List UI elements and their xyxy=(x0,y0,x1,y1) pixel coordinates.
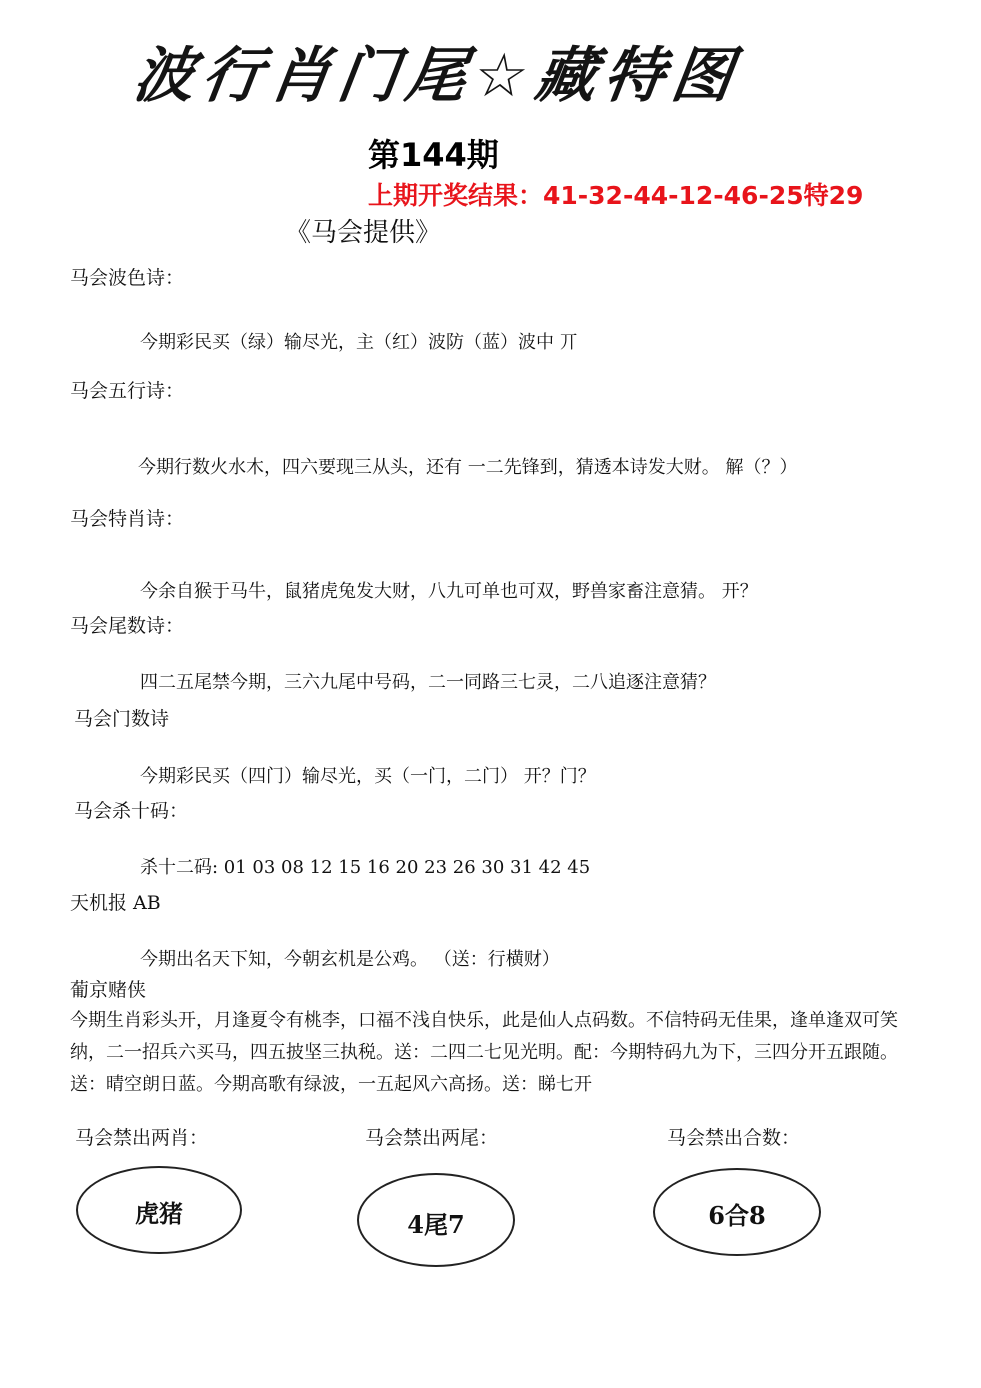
section-heading-five-elements: 马会五行诗： xyxy=(70,380,185,402)
issue-number: 第144期 xyxy=(368,136,499,174)
forbidden-sum-oval xyxy=(653,1168,821,1256)
page-banner-title: 波行肖门尾☆藏特图 xyxy=(129,41,746,111)
forbidden-zodiac-value: 虎猪 xyxy=(135,1199,183,1228)
section-heading-tianji: 天机报 AB xyxy=(70,892,161,914)
section-heading-kill-numbers: 马会杀十码： xyxy=(74,800,189,822)
forbidden-sum-value: 6合8 xyxy=(708,1201,766,1230)
section-heading-zodiac-poem: 马会特肖诗： xyxy=(70,508,185,530)
section-text-zodiac-poem: 今余自猴于马牛，鼠猪虎兔发大财，八九可单也可双，野兽家畜注意猜。 开？ xyxy=(140,581,758,602)
last-draw-result: 上期开奖结果：41-32-44-12-46-25特29 xyxy=(368,181,864,210)
forbidden-zodiac-oval xyxy=(76,1166,242,1254)
provider-label: 《马会提供》 xyxy=(285,218,442,248)
section-text-wave-poem: 今期彩民买（绿）输尽光，主（红）波防（蓝）波中 丌 xyxy=(140,332,578,353)
forbidden-tail-label: 马会禁出两尾： xyxy=(365,1127,499,1149)
section-text-tianji: 今期出名天下知，今朝玄机是公鸡。 （送：行横财） xyxy=(140,949,560,970)
section-heading-gambler: 葡京赌侠 xyxy=(70,979,147,1001)
section-text-kill-numbers: 杀十二码: 01 03 08 12 15 16 20 23 26 30 31 42 45 xyxy=(140,857,591,878)
section-heading-gate-poem: 马会门数诗 xyxy=(74,708,170,730)
section-heading-tail-poem: 马会尾数诗： xyxy=(70,615,185,637)
section-text-gambler: 今期生肖彩头开，月逢夏令有桃李，口福不浅自快乐，此是仙人点码数。不信特码无佳果，逢单逢双可笑纳，二一招兵六买马，四五披坚三执税。送：二四二七见光明。配：今期特码九为下，三四分开五跟随。送：晴空朗日蓝。今期高歌有绿波，一五起风六高扬。送：睇七开 xyxy=(70,1010,898,1095)
section-text-gate-poem: 今期彩民买（四门）输尽光，买（一门，二门） 开？门？ xyxy=(140,766,596,787)
section-text-tail-poem: 四二五尾禁今期，三六九尾中号码，二一同路三七灵，二八追逐注意猜？ xyxy=(140,672,716,693)
forbidden-tail-value: 4尾7 xyxy=(407,1210,465,1239)
forbidden-tail-oval xyxy=(357,1173,515,1267)
forbidden-zodiac-label: 马会禁出两肖： xyxy=(75,1127,209,1149)
forbidden-sum-label: 马会禁出合数： xyxy=(667,1127,801,1149)
section-text-five-elements: 今期行数火水木，四六要现三从头，还有 一二先锋到，猜透本诗发大财。 解（？） xyxy=(138,457,798,478)
section-heading-wave-poem: 马会波色诗： xyxy=(70,267,185,289)
